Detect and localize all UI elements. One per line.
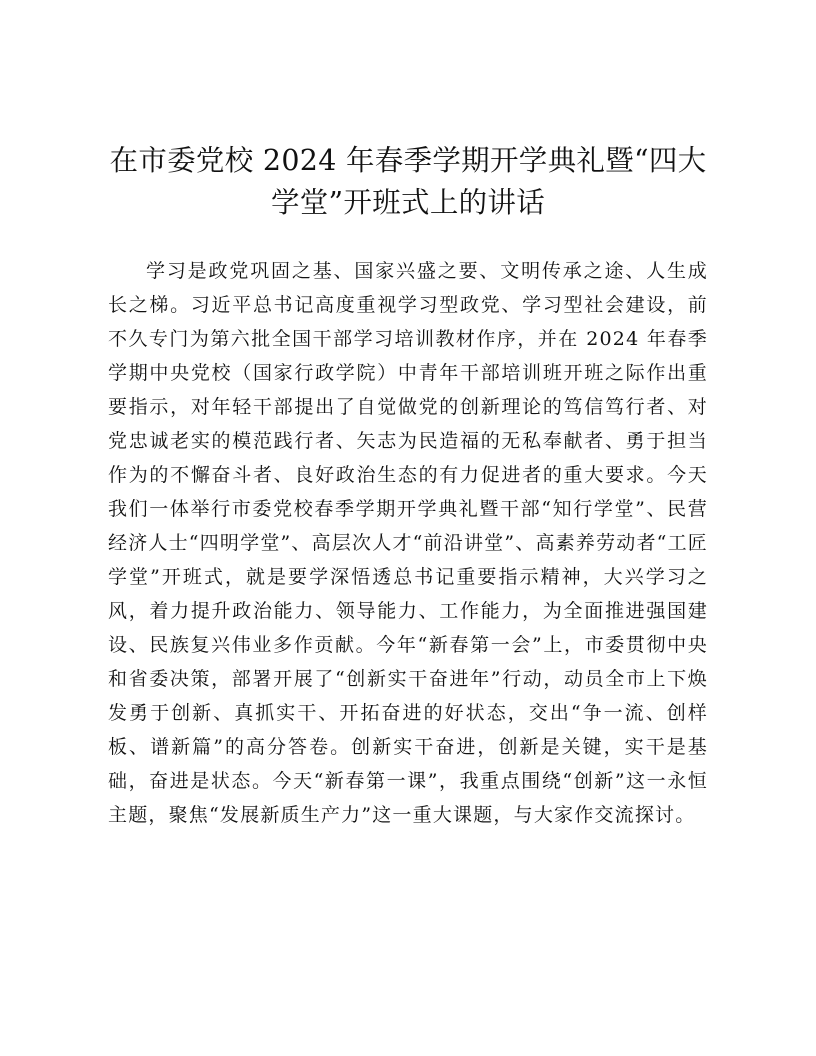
body-paragraph: 学习是政党巩固之基、国家兴盛之要、文明传承之途、人生成长之梯。习近平总书记高度重视学习型政党、学习型社会建设，前不久专门为第六批全国干部学习培训教材作序，并在 2024 年春季学期中央党校（国家行政学院）中青年干部培训班开班之际作出重要指示，对年轻干部提出了自觉做党的创新理论的笃信笃行者、对党忠诚老实的模范践行者、矢志为民造福的无私奉献者、勇于担当作为的不懈奋斗者、良好政治生态的有力促进者的重大要求。今天我们一体举行市委党校春季学期开学典礼暨干部“知行学堂”、民营经济人士“四明学堂”、高层次人才“前沿讲堂”、高素养劳动者“工匠学堂”开班式，就是要学深悟透总书记重要指示精神，大兴学习之风，着力提升政治能力、领导能力、工作能力，为全面推进强国建设、民族复兴伟业多作贡献。今年“新春第一会”上，市委贯彻中央和省委决策，部署开展了“创新实干奋进年”行动，动员全市上下焕发勇于创新、真抓实干、开拓奋进的好状态，交出“争一流、创样板、谱新篇”的高分答卷。创新实干奋进，创新是关键，实干是基础，奋进是状态。今天“新春第一课”，我重点围绕“创新”这一永恒主题，聚焦“发展新质生产力”这一重大课题，与大家作交流探讨。 [108, 260, 708, 826]
document-page [108, 140, 708, 832]
document-title: 在市委党校 2024 年春季学期开学典礼暨“四大学堂”开班式上的讲话 [109, 144, 707, 219]
